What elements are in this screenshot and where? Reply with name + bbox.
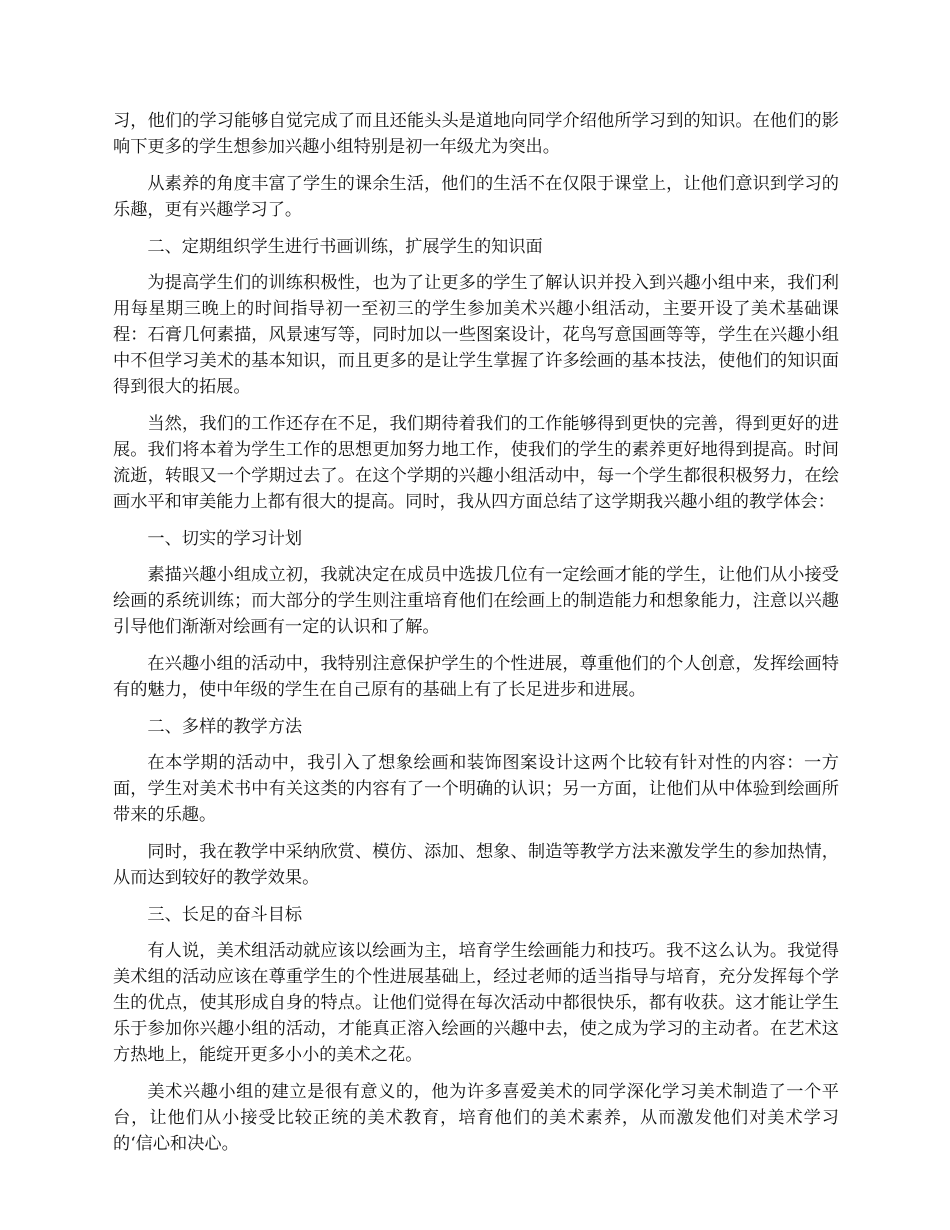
paragraph: 在兴趣小组的活动中，我特别注意保护学生的个性进展，尊重他们的个人创意，发挥绘画特有的魅力，使中年级的学生在自己原有的基础上有了长足进步和进展。 <box>113 654 839 700</box>
paragraph: 素描兴趣小组成立初，我就决定在成员中选拔几位有一定绘画才能的学生，让他们从小接受绘画的系统训练；而大部分的学生则注重培育他们在绘画上的制造能力和想象能力，注意以兴趣引导他们渐渐对绘画有一定的认识和了解。 <box>113 565 839 637</box>
paragraph: 同时，我在教学中采纳欣赏、模仿、添加、想象、制造等教学方法来激发学生的参加热情，从而达到较好的教学效果。 <box>113 842 839 888</box>
paragraph: 当然，我们的工作还存在不足，我们期待着我们的工作能够得到更快的完善，得到更好的进展。我们将本着为学生工作的思想更加努力地工作，使我们的学生的素养更好地得到提高。时间流逝，转眼又一个学期过去了。在这个学期的兴趣小组活动中，每一个学生都很积极努力，在绘画水平和审美能力上都有很大的提高。同时，我从四方面总结了这学期我兴趣小组的教学体会： <box>113 414 839 512</box>
section-heading: 一、切实的学习计划 <box>147 529 303 549</box>
paragraph: 习，他们的学习能够自觉完成了而且还能头头是道地向同学介绍他所学习到的知识。在他们的影响下更多的学生想参加兴趣小组特别是初一年级尤为突出。 <box>113 111 839 157</box>
paragraph: 为提高学生们的训练积极性，也为了让更多的学生了解认识并投入到兴趣小组中来，我们利用每星期三晚上的时间指导初一至初三的学生参加美术兴趣小组活动，主要开设了美术基础课程：石膏几何素描，风景速写等，同时加以一些图案设计，花鸟写意国画等等，学生在兴趣小组中不但学习美术的基本知识，而且更多的是让学生掌握了许多绘画的基本技法，使他们的知识面得到很大的拓展。 <box>113 273 839 397</box>
paragraph: 美术兴趣小组的建立是很有意义的，他为许多喜爱美术的同学深化学习美术制造了一个平台，让他们从小接受比较正统的美术教育，培育他们的美术素养，从而激发他们对美术学习的‘信心和决心。 <box>113 1082 839 1154</box>
section-heading: 三、长足的奋斗目标 <box>147 905 303 925</box>
paragraph: 在本学期的活动中，我引入了想象绘画和装饰图案设计这两个比较有针对性的内容：一方面，学生对美术书中有关这类的内容有了一个明确的认识；另一方面，让他们从中体验到绘画所带来的乐趣。 <box>113 753 839 825</box>
section-heading: 二、定期组织学生进行书画训练，扩展学生的知识面 <box>147 237 543 257</box>
paragraph: 有人说，美术组活动就应该以绘画为主，培育学生绘画能力和技巧。我不这么认为。我觉得美术组的活动应该在尊重学生的个性进展基础上，经过老师的适当指导与培育，充分发挥每个学生的优点，使其形成自身的特点。让他们觉得在每次活动中都很快乐，都有收获。这才能让学生乐于参加你兴趣小组的活动，才能真正溶入绘画的兴趣中去，使之成为学习的主动者。在艺术这方热地上，能绽开更多小小的美术之花。 <box>113 941 839 1065</box>
paragraph: 从素养的角度丰富了学生的课余生活，他们的生活不在仅限于课堂上，让他们意识到学习的乐趣，更有兴趣学习了。 <box>113 174 839 220</box>
document-body <box>113 108 839 1168</box>
section-heading: 二、多样的教学方法 <box>147 717 303 737</box>
